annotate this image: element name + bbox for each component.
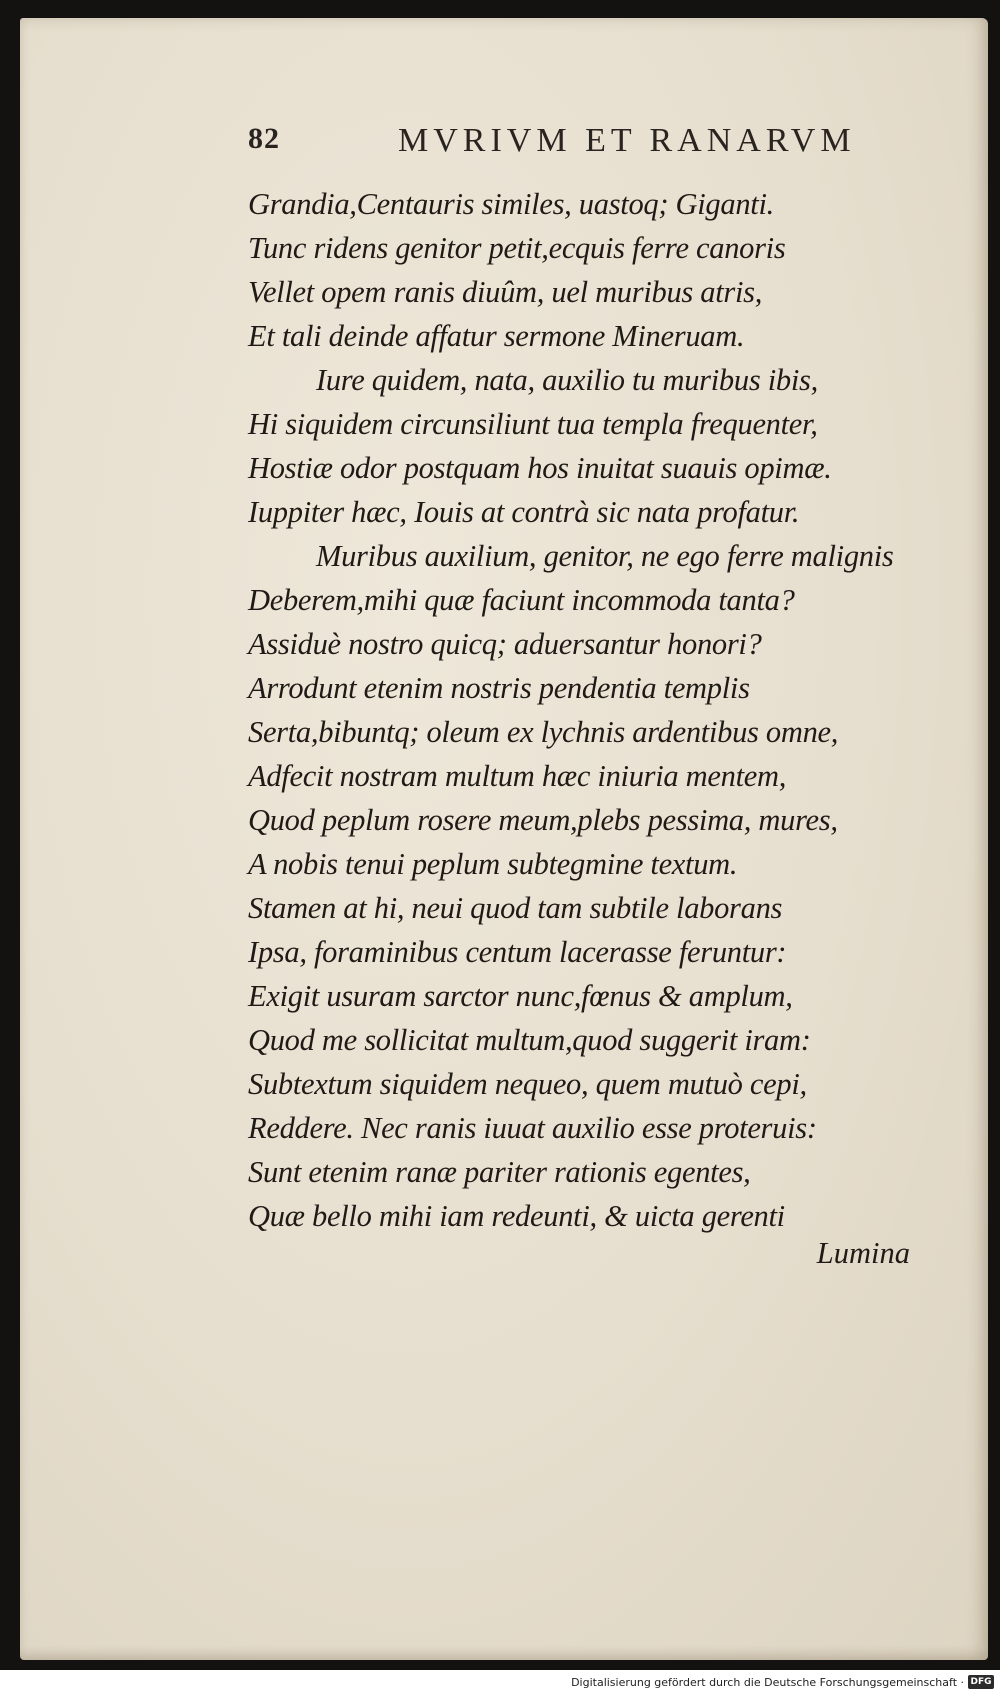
verse-line: Stamen at hi, neui quod tam subtile laborans [248,891,783,925]
running-head: MVRIVM ET RANARVM [398,122,856,159]
verse-line: A nobis tenui peplum subtegmine textum. [248,847,738,881]
verse-text [248,182,968,1238]
verse-line: Subtextum siquidem nequeo, quem mutuò cepi, [248,1067,807,1101]
verse-line: Serta,bibuntq; oleum ex lychnis ardentibus omne, [248,715,839,749]
verse-line: Iure quidem, nata, auxilio tu muribus ibis, [316,363,818,397]
verse-line: Adfecit nostram multum hæc iniuria mentem, [248,759,787,793]
verse-line: Sunt etenim ranæ pariter rationis egentes, [248,1155,751,1189]
dfg-logo: DFG [968,1675,994,1689]
verse-line: Exigit usuram sarctor nunc,fœnus & amplum, [248,979,793,1013]
verse-line: Quod peplum rosere meum,plebs pessima, mures, [248,803,838,837]
verse-line: Reddere. Nec ranis iuuat auxilio esse proteruis: [248,1111,817,1145]
verse-line: Quod me sollicitat multum,quod suggerit iram: [248,1023,811,1057]
verse-line: Iuppiter hæc, Iouis at contrà sic nata profatur. [248,495,800,529]
verse-line: Arrodunt etenim nostris pendentia templis [248,671,750,705]
facing-page-bleed [978,208,1000,1408]
verse-line: Muribus auxilium, genitor, ne ego ferre malignis [316,539,894,573]
verse-line: Hostiæ odor postquam hos inuitat suauis opimæ. [248,451,832,485]
verse-line: Quæ bello mihi iam redeunti, & uicta gerenti [248,1199,785,1233]
verse-line: Et tali deinde affatur sermone Mineruam. [248,319,745,353]
digitization-footer [0,1672,1000,1694]
verse-line: Grandia,Centauris similes, uastoq; Giganti. [248,187,774,221]
catchword: Lumina [816,1236,910,1270]
funding-credit: Digitalisierung gefördert durch die Deutsche Forschungsgemeinschaft · [571,1676,964,1689]
page-number: 82 [248,122,280,155]
verse-line: Assiduè nostro quicq; aduersantur honori? [248,627,762,661]
verse-line: Deberem,mihi quæ faciunt incommoda tanta? [248,583,795,617]
verse-line: Vellet opem ranis diuûm, uel muribus atris, [248,275,763,309]
verse-line: Ipsa, foraminibus centum lacerasse feruntur: [248,935,787,969]
verse-line: Hi siquidem circunsiliunt tua templa frequenter, [248,407,818,441]
verse-line: Tunc ridens genitor petit,ecquis ferre canoris [248,231,786,265]
